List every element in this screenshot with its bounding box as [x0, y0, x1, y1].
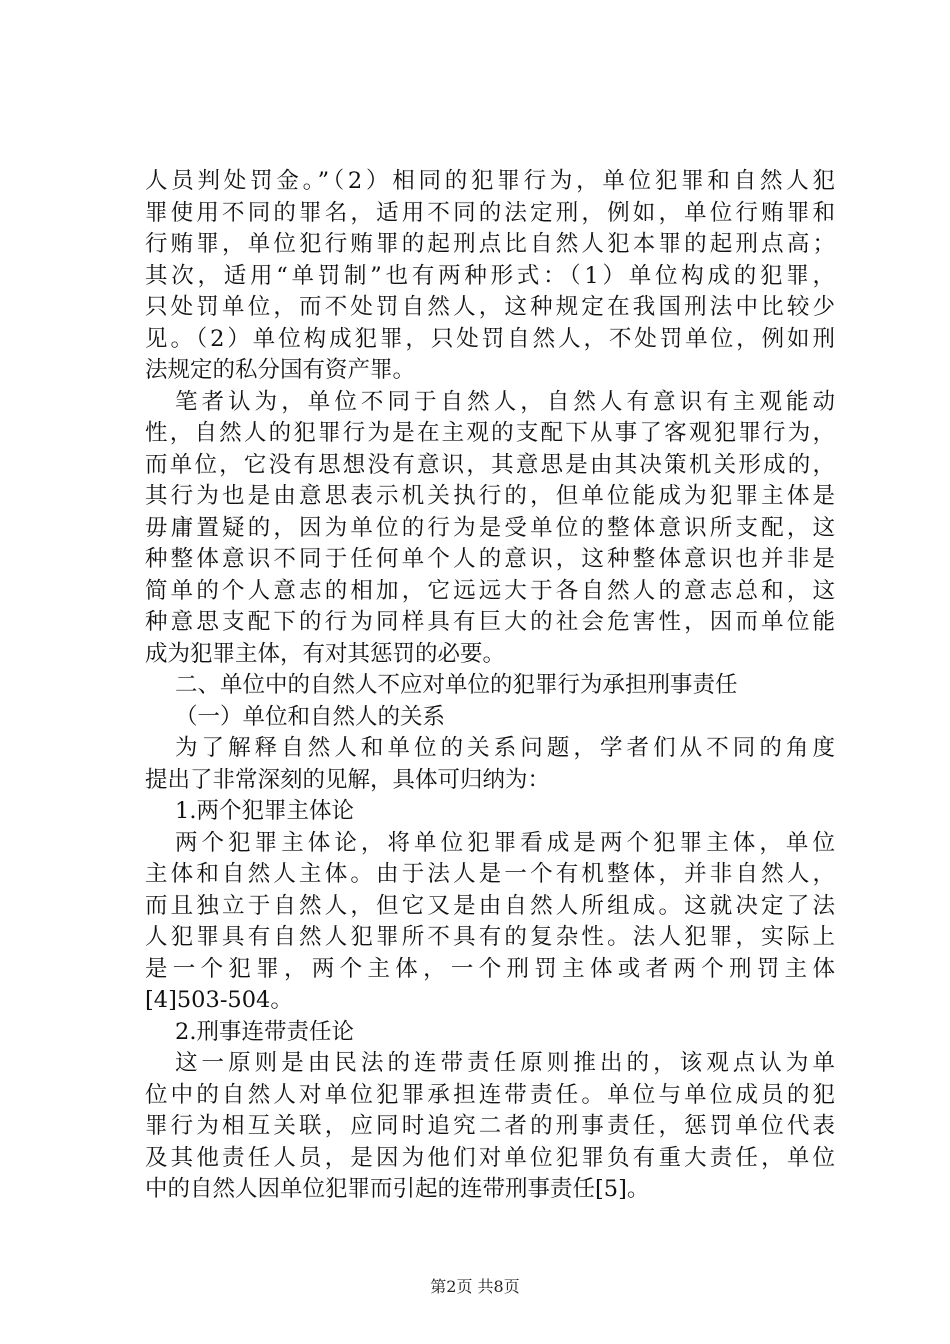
text-line: 笔者认为，单位不同于自然人，自然人有意识有主观能动 — [175, 388, 835, 415]
text-line: 中的自然人因单位犯罪而引起的连带刑事责任[5]。 — [145, 1176, 650, 1202]
document-body — [145, 166, 835, 1206]
text-line: 罪使用不同的罪名，适用不同的法定刑，例如，单位行贿罪和 — [145, 199, 835, 226]
text-line: 见。（2）单位构成犯罪，只处罚自然人，不处罚单位，例如刑 — [145, 325, 835, 352]
text-line: 其次，适用“单罚制”也有两种形式：（1）单位构成的犯罪， — [145, 262, 835, 289]
text-line: 而单位，它没有思想没有意识，其意思是由其决策机关形成的， — [145, 451, 835, 478]
text-line: 其行为也是由意思表示机关执行的，但单位能成为犯罪主体是 — [145, 483, 835, 509]
text-line: 两个犯罪主体论，将单位犯罪看成是两个犯罪主体，单位 — [175, 829, 835, 856]
text-line: 法规定的私分国有资产罪。 — [145, 357, 416, 383]
text-line: 主体和自然人主体。由于法人是一个有机整体，并非自然人， — [145, 861, 835, 887]
text-line: 人员判处罚金。”（2）相同的犯罪行为，单位犯罪和自然人犯 — [145, 168, 835, 194]
text-line: 提出了非常深刻的见解，具体可归纳为： — [145, 766, 551, 793]
text-line: 1.两个犯罪主体论 — [175, 798, 354, 824]
text-line: 成为犯罪主体，有对其惩罚的必要。 — [145, 640, 506, 667]
text-line: 二、单位中的自然人不应对单位的犯罪行为承担刑事责任 — [175, 672, 738, 698]
text-line: 性，自然人的犯罪行为是在主观的支配下从事了客观犯罪行为， — [145, 420, 835, 446]
text-line: [4]503-504。 — [145, 987, 293, 1013]
text-line: 及其他责任人员，是因为他们对单位犯罪负有重大责任，单位 — [145, 1144, 835, 1171]
text-line: 简单的个人意志的相加，它远远大于各自然人的意志总和，这 — [145, 577, 835, 604]
text-line: 位中的自然人对单位犯罪承担连带责任。单位与单位成员的犯 — [145, 1081, 835, 1108]
text-line: 种意思支配下的行为同样具有巨大的社会危害性，因而单位能 — [145, 609, 835, 635]
text-line: 行贿罪，单位犯行贿罪的起刑点比自然人犯本罪的起刑点高； — [145, 231, 835, 257]
text-line: 毋庸置疑的，因为单位的行为是受单位的整体意识所支配，这 — [145, 514, 835, 541]
text-line: （一）单位和自然人的关系 — [175, 703, 446, 730]
text-line: 而且独立于自然人，但它又是由自然人所组成。这就决定了法 — [145, 892, 835, 919]
text-line: 为了解释自然人和单位的关系问题，学者们从不同的角度 — [175, 735, 835, 761]
text-line: 2.刑事连带责任论 — [175, 1018, 354, 1045]
page-footer: 第2页 共8页 — [430, 1277, 520, 1296]
text-line: 是一个犯罪，两个主体，一个刑罚主体或者两个刑罚主体 — [145, 955, 835, 982]
text-line: 人犯罪具有自然人犯罪所不具有的复杂性。法人犯罪，实际上 — [145, 924, 835, 950]
text-line: 种整体意识不同于任何单个人的意识，这种整体意识也并非是 — [145, 546, 835, 572]
text-line: 罪行为相互关联，应同时追究二者的刑事责任，惩罚单位代表 — [145, 1113, 835, 1139]
text-line: 只处罚单位，而不处罚自然人，这种规定在我国刑法中比较少 — [145, 294, 835, 320]
text-line: 这一原则是由民法的连带责任原则推出的，该观点认为单 — [175, 1050, 835, 1076]
